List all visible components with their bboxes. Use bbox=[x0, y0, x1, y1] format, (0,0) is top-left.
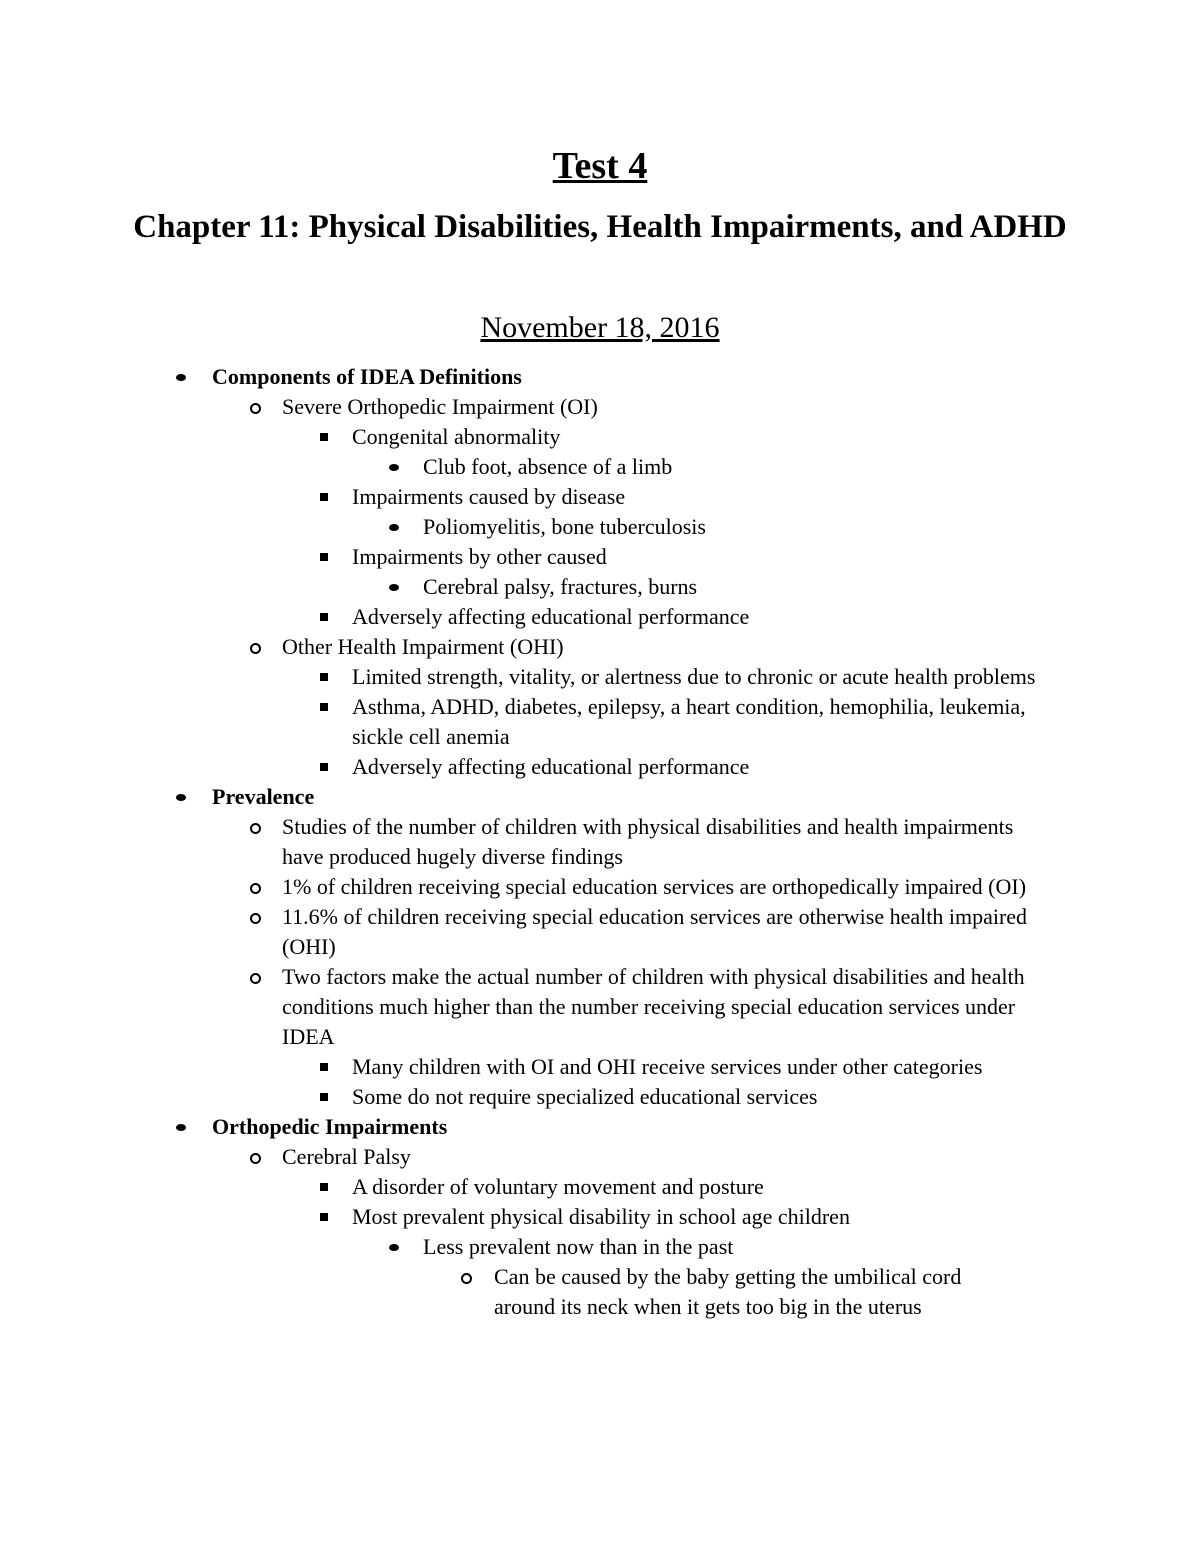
list-item: Prevalence bbox=[0, 782, 1032, 812]
list-item: Cerebral palsy, fractures, burns bbox=[0, 572, 1043, 602]
list-item: Impairments caused by disease bbox=[0, 482, 1042, 512]
list-item: Less prevalent now than in the past bbox=[0, 1232, 1043, 1262]
list-item: Limited strength, vitality, or alertness due to chronic or acute health problems bbox=[0, 662, 1042, 692]
list-item: Two factors make the actual number of children with physical disabilities and health conditions much higher than the number receiving special education services under IDEA bbox=[0, 962, 1042, 1052]
circle-bullet-icon bbox=[250, 1153, 261, 1164]
list-item: Many children with OI and OHI receive services under other categories bbox=[0, 1052, 1042, 1082]
list-item: Severe Orthopedic Impairment (OI) bbox=[0, 392, 1042, 422]
list-item: Club foot, absence of a limb bbox=[0, 452, 1043, 482]
list-item: Can be caused by the baby getting the umbilical cord around its neck when it gets too big in the uterus bbox=[0, 1262, 1014, 1322]
list-item: 1% of children receiving special education services are orthopedically impaired (OI) bbox=[0, 872, 1042, 902]
square-bullet-icon bbox=[320, 1093, 328, 1101]
circle-bullet-icon bbox=[250, 823, 261, 834]
list-item: Components of IDEA Definitions bbox=[0, 362, 1032, 392]
square-bullet-icon bbox=[320, 553, 328, 561]
square-bullet-icon bbox=[320, 613, 328, 621]
list-item: Cerebral Palsy bbox=[0, 1142, 1042, 1172]
document-date: November 18, 2016 bbox=[480, 311, 720, 344]
circle-bullet-icon bbox=[250, 913, 261, 924]
list-item: Adversely affecting educational performance bbox=[0, 602, 1042, 632]
circle-bullet-icon bbox=[250, 403, 261, 414]
circle-bullet-icon bbox=[461, 1273, 472, 1284]
square-bullet-icon bbox=[320, 703, 328, 711]
bullet-icon bbox=[389, 584, 399, 591]
list-item: Asthma, ADHD, diabetes, epilepsy, a heart condition, hemophilia, leukemia, sickle cell anemia bbox=[0, 692, 1042, 752]
square-bullet-icon bbox=[320, 763, 328, 771]
square-bullet-icon bbox=[320, 1183, 328, 1191]
list-item: Other Health Impairment (OHI) bbox=[0, 632, 1042, 662]
list-item: 11.6% of children receiving special education services are otherwise health impaired (OHI) bbox=[0, 902, 1042, 962]
circle-bullet-icon bbox=[250, 643, 261, 654]
bullet-icon bbox=[176, 374, 186, 381]
document-title: Test 4 bbox=[552, 145, 648, 187]
list-item: Orthopedic Impairments bbox=[0, 1112, 1032, 1142]
bullet-icon bbox=[389, 524, 399, 531]
bullet-icon bbox=[176, 794, 186, 801]
list-item: Most prevalent physical disability in school age children bbox=[0, 1202, 1042, 1232]
list-item: Impairments by other caused bbox=[0, 542, 1042, 572]
square-bullet-icon bbox=[320, 1213, 328, 1221]
bullet-icon bbox=[176, 1124, 186, 1131]
list-item: Some do not require specialized educational services bbox=[0, 1082, 1042, 1112]
bullet-icon bbox=[389, 464, 399, 471]
chapter-heading: Chapter 11: Physical Disabilities, Health Impairments, and ADHD bbox=[133, 209, 1067, 245]
circle-bullet-icon bbox=[250, 883, 261, 894]
list-item: A disorder of voluntary movement and posture bbox=[0, 1172, 1042, 1202]
list-item: Studies of the number of children with physical disabilities and health impairments have produced hugely diverse findings bbox=[0, 812, 1042, 872]
bullet-icon bbox=[389, 1244, 399, 1251]
square-bullet-icon bbox=[320, 493, 328, 501]
list-item: Congenital abnormality bbox=[0, 422, 1042, 452]
notes-outline bbox=[0, 362, 1200, 1322]
list-item: Adversely affecting educational performance bbox=[0, 752, 1042, 782]
square-bullet-icon bbox=[320, 673, 328, 681]
square-bullet-icon bbox=[320, 433, 328, 441]
square-bullet-icon bbox=[320, 1063, 328, 1071]
list-item: Poliomyelitis, bone tuberculosis bbox=[0, 512, 1043, 542]
circle-bullet-icon bbox=[250, 973, 261, 984]
